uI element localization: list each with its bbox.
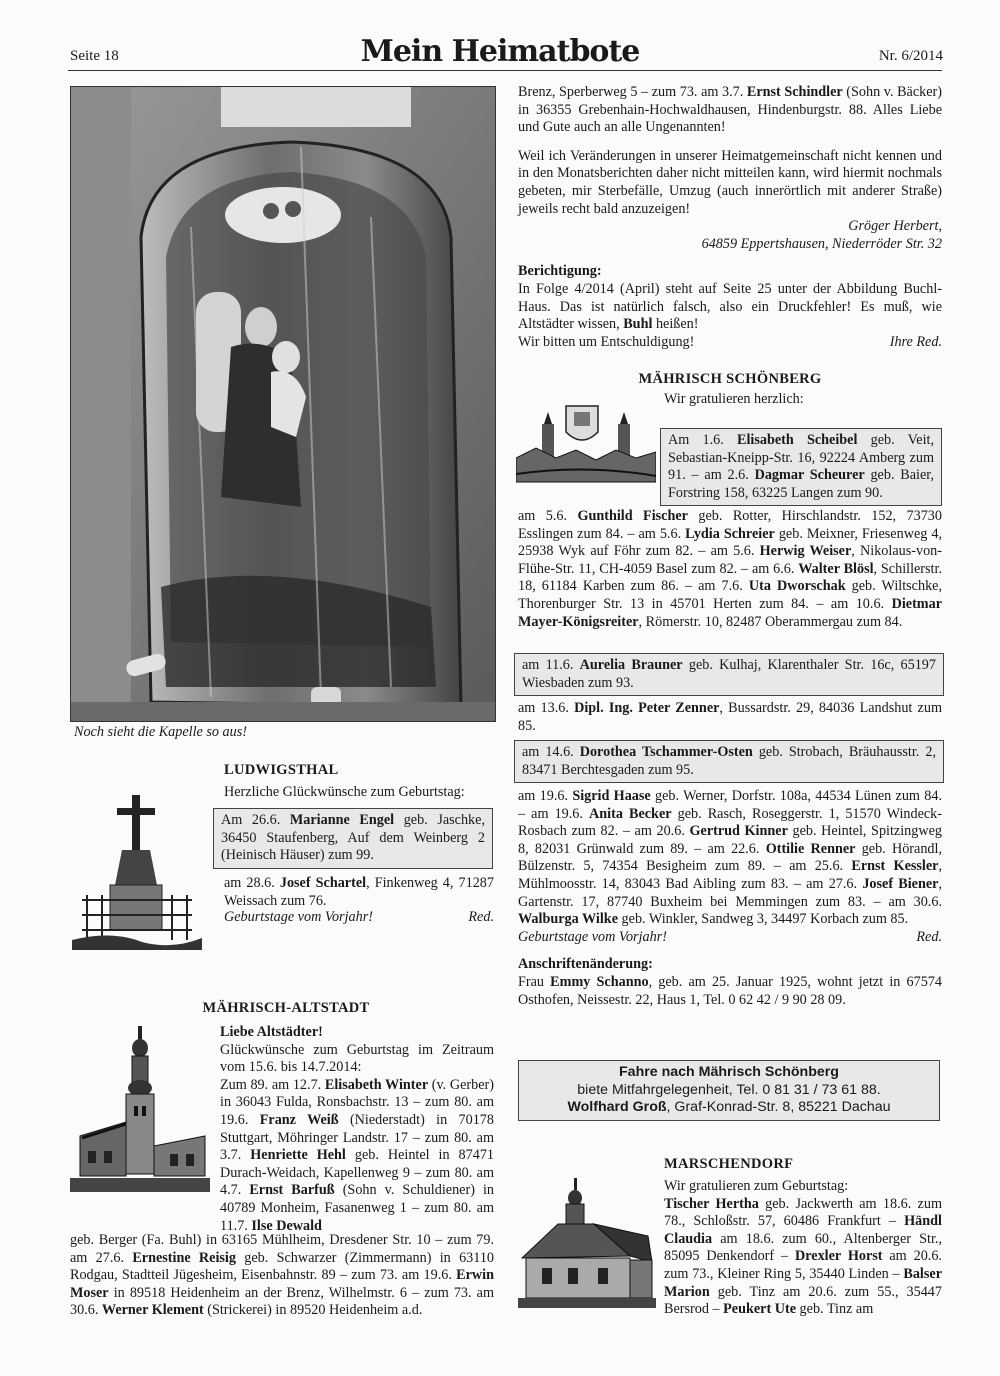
altstadt-text-continued: geb. Berger (Fa. Buhl) in 63165 Mühlheim, Dresdener Str. 10 – zum 79. am 27.6. Ernestine Reisig geb. Schwarzer (Zimmermann) in 63110 Rodgau, Stadtteil Jügesheim, Eisenbahnstr. 89 – zum 73. am 19.6. Erwin Moser in 89518 Heidenheim an der Brenz, Wilhelmstr. 6 – zum 73. am 30.6. Werner Klement (Strickerei) in 89520 Heidenheim a.d. xyxy=(70,1232,495,1319)
schoenberg-highlight-box-1: Am 1.6. Elisabeth Scheibel geb. Veit, Sebastian-Kneipp-Str. 16, 92224 Amberg zum 91. – am 2.6. Dagmar Scheurer geb. Baier, Forstring 158, 63225 Langen zum 90. xyxy=(660,428,942,506)
right-column-top: Brenz, Sperberweg 5 – zum 73. am 3.7. Ernst Schindler (Sohn v. Bäcker) in 36355 Grebenhain-Hochwaldhausen, Hindenburgstr. 88. Alles Liebe und Gute auch an alle Ungenannten! Weil ich Veränderungen in unserer Heimatgemeinschaft nicht kennen und in den Monatsberichten daher nicht mitteilen kann, wird hiermit nochmals gebeten, mir Sterbefälle, Umzug (auch innerörtlich mit anderer Straße) jeweils recht bald anzuzeigen! Gröger Herbert, 64859 Eppertshausen, Niederröder Str. 32 Berichtigung: In Folge 4/2014 (April) steht auf Seite 25 unter der Abbildung Buchl-Haus. Das ist natürlich falsch, also ein Druckfehler! Es muß, wie Altstädter wissen, Buhl heißen! Wir bitten um Entschuldigung! Ihre Red. MÄHRISCH SCHÖNBERG Wir gratulieren herzlich: xyxy=(518,84,942,407)
header-rule xyxy=(68,70,942,71)
schoenberg-highlight-box-3: am 14.6. Dorothea Tschammer-Osten geb. Strobach, Bräuhausstr. 2, 83471 Berchtesgaden zum 95. xyxy=(514,740,944,783)
berichtigung-title: Berichtigung: xyxy=(518,263,602,280)
chapel-photo xyxy=(70,86,496,722)
ludwigsthal-footer: Geburtstage vom Vorjahr! Red. xyxy=(224,909,494,925)
schoenberg-entries-1: am 5.6. Gunthild Fischer geb. Rotter, Hirschlandstr. 152, 73730 Esslingen zum 84. – am 5.6. Lydia Schreier geb. Meixner, Friesenweg 4, 25938 Wyk auf Föhr zum 82. – am 5.6. Herwig Weiser, Nikolaus-von-Flühe-Str. 11, CH-4059 Basel zum 82. – am 6.6. Walter Blösl, Schillerstr. 18, 61184 Karben zum 86. – am 7.6. Uta Dworschak geb. Wiltschke, Thorenburger Str. 13 in 45701 Herten zum 84. – am 10.6. Dietmar Mayer-Königsreiter, Römerstr. 10, 82487 Oberammergau zum 84. xyxy=(518,508,943,630)
section-title-altstadt: MÄHRISCH-ALTSTADT xyxy=(202,1000,370,1016)
page-number: Seite 18 xyxy=(70,48,119,64)
ludwigsthal-entry: am 28.6. Josef Schartel, Finkenweg 4, 71287 Weissach zum 76. xyxy=(224,875,494,909)
marschendorf-text: Wir gratulieren zum Geburtstag: Tischer Hertha geb. Jackwerth am 18.6. zum 78., Schloßstr. 57, 60486 Frankfurt – Händl Claudia am 18.6. zum 60., Altenberger Str., 85095 Denkendorf – Drexler Horst am 20.6. zum 73., Kleiner Ring 5, 35440 Linden – Balser Marion geb. Tinz am 20.6. zum 55., 35447 Bersrod – Peukert Ute geb. Tinz am xyxy=(664,1178,942,1318)
schoenberg-entries-3: am 19.6. Sigrid Haase geb. Werner, Dorfstr. 108a, 44534 Lünen zum 84. – am 19.6. Anita Becker geb. Rasch, Roseggerstr. 1, 51570 Windeck-Rosbach zum 82. – am 20.6. Gertrud Kinner geb. Heintel, Spitzingweg 8, 82031 Grünwald zum 89. – am 22.6. Ottilie Renner geb. Hörandl, Bülzenstr. 5, 74354 Besigheim zum 89. – am 25.6. Ernst Kessler, Mühlmoosstr. 14, 83043 Bad Aibling zum 83. – am 27.6. Josef Biener, Gartenstr. 17, 87740 Buxheim bei Memmingen zum 83. – am 30.6. Walburga Wilke geb. Winkler, Sandweg 3, 34497 Korbach zum 85. Geburtstage vom Vorjahr! Red. Anschriftenänderung: Frau Emmy Schanno, geb. am 25. Januar 1925, wohnt jetzt in 67574 Osthofen, Neissestr. 22, Haus 1, Tel. 0 62 42 / 9 90 28 09. xyxy=(518,788,943,1008)
altstadt-church-illustration xyxy=(70,1026,210,1192)
ludwigsthal-intro: Herzliche Glückwünsche zum Geburtstag: xyxy=(224,784,465,800)
altstadt-text: Liebe Altstädter! Glückwünsche zum Geburtstag im Zeitraum vom 15.6. bis 14.7.2014: Zum 89. am 12.7. Elisabeth Winter (v. Gerber) in 36043 Fulda, Ronsbachstr. 13 – zum 80. am 19.6. Franz Weiß (Niederstadt) in 70178 Stuttgart, Möhringer Landstr. 17 – zum 80. am 3.7. Henriette Hehl geb. Heintel in 87471 Durach-Weidach, Kapellenweg 9 – zum 80. am 4.7. Ernst Barfuß (Sohn v. Schuldiener) in 40789 Monheim, Fasanenweg 1 – zum 80. am 11.7. Ilse Dewald xyxy=(220,1024,495,1234)
schoenberg-entries-2: am 13.6. Dipl. Ing. Peter Zenner, Bussardstr. 29, 84036 Landshut zum 85. xyxy=(518,700,942,734)
ride-share-title: Fahre nach Mährisch Schönberg xyxy=(619,1064,839,1080)
section-title-ludwigsthal: LUDWIGSTHAL xyxy=(224,762,339,778)
masthead-title: Mein Heimatbote xyxy=(360,34,640,69)
section-title-schoenberg: MÄHRISCH SCHÖNBERG xyxy=(638,371,822,388)
ludwigsthal-crucifix-illustration xyxy=(72,790,202,950)
chapel-photo-drawing xyxy=(71,87,495,721)
ride-share-box: Fahre nach Mährisch Schönberg biete Mitfahrgelegenheit, Tel. 0 81 31 / 73 61 88. Wolfhard Groß, Graf-Konrad-Str. 8, 85221 Dachau xyxy=(518,1060,940,1121)
schoenberg-highlight-box-2: am 11.6. Aurelia Brauner geb. Kulhaj, Klarenthaler Str. 16c, 65197 Wiesbaden zum 93. xyxy=(514,653,944,696)
notice-paragraph: Weil ich Veränderungen in unserer Heimatgemeinschaft nicht kennen und in den Monatsberichten daher nicht mitteilen kann, wird hiermit nochmals gebeten, mir Sterbefälle, Umzug (auch innerörtlich mit anderer Straße) jeweils recht bald anzuzeigen! xyxy=(518,147,942,217)
anschrift-title: Anschriftenänderung: xyxy=(518,956,653,973)
ludwigsthal-highlight-box: Am 26.6. Marianne Engel geb. Jaschke, 36450 Staufenberg, Auf dem Weinberg 2 (Heinisch Häuser) zum 99. xyxy=(213,808,493,869)
section-title-marschendorf: MARSCHENDORF xyxy=(664,1156,794,1172)
issue-number: Nr. 6/2014 xyxy=(878,48,943,64)
name-marianne-engel: Marianne Engel xyxy=(289,812,395,828)
schoenberg-town-illustration xyxy=(516,402,656,486)
photo-caption: Noch sieht die Kapelle so aus! xyxy=(74,724,247,740)
marschendorf-chapel-illustration xyxy=(518,1178,656,1308)
altstadt-greeting: Liebe Altstädter! xyxy=(220,1024,323,1040)
